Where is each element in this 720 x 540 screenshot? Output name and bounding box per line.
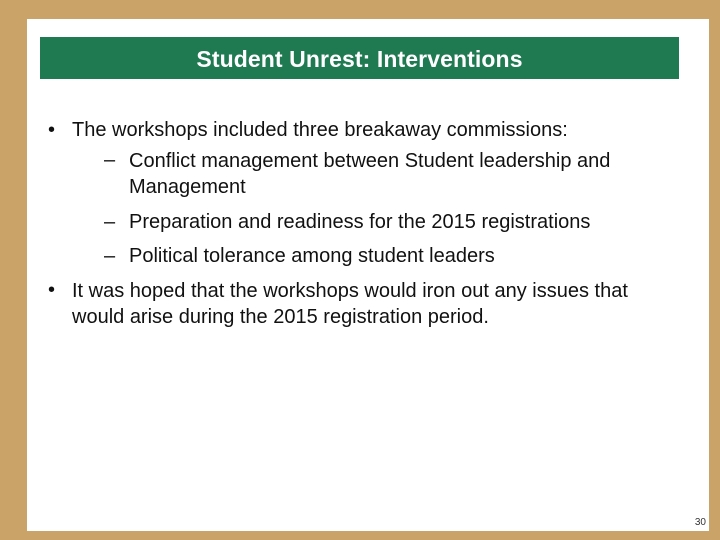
sub-bullet-text: Political tolerance among student leaders xyxy=(129,245,495,267)
page-number: 30 xyxy=(694,517,706,528)
sub-bullet-list xyxy=(104,148,688,268)
bullet-text: It was hoped that the workshops would iron out any issues that would arise during the 2015 registration period. xyxy=(72,280,628,328)
slide-title: Student Unrest: Interventions xyxy=(196,45,523,72)
sub-bullet-item xyxy=(104,210,688,234)
bullet-text: The workshops included three breakaway commissions: xyxy=(72,119,568,141)
title-bar xyxy=(40,37,679,79)
sub-bullet-text: Preparation and readiness for the 2015 registrations xyxy=(129,211,591,233)
sub-bullet-item xyxy=(104,148,713,200)
bullet-marker: • xyxy=(48,119,56,141)
bullet-item xyxy=(48,278,647,330)
sub-bullet-marker: – xyxy=(104,211,116,233)
sub-bullet-marker: – xyxy=(104,245,116,267)
bullet-item xyxy=(48,118,688,268)
sub-bullet-text: Conflict management between Student leadership and Management xyxy=(129,150,611,198)
sub-bullet-marker: – xyxy=(104,149,116,171)
sub-bullet-item xyxy=(104,244,688,268)
slide-content xyxy=(48,118,688,330)
bullet-marker: • xyxy=(48,279,56,301)
